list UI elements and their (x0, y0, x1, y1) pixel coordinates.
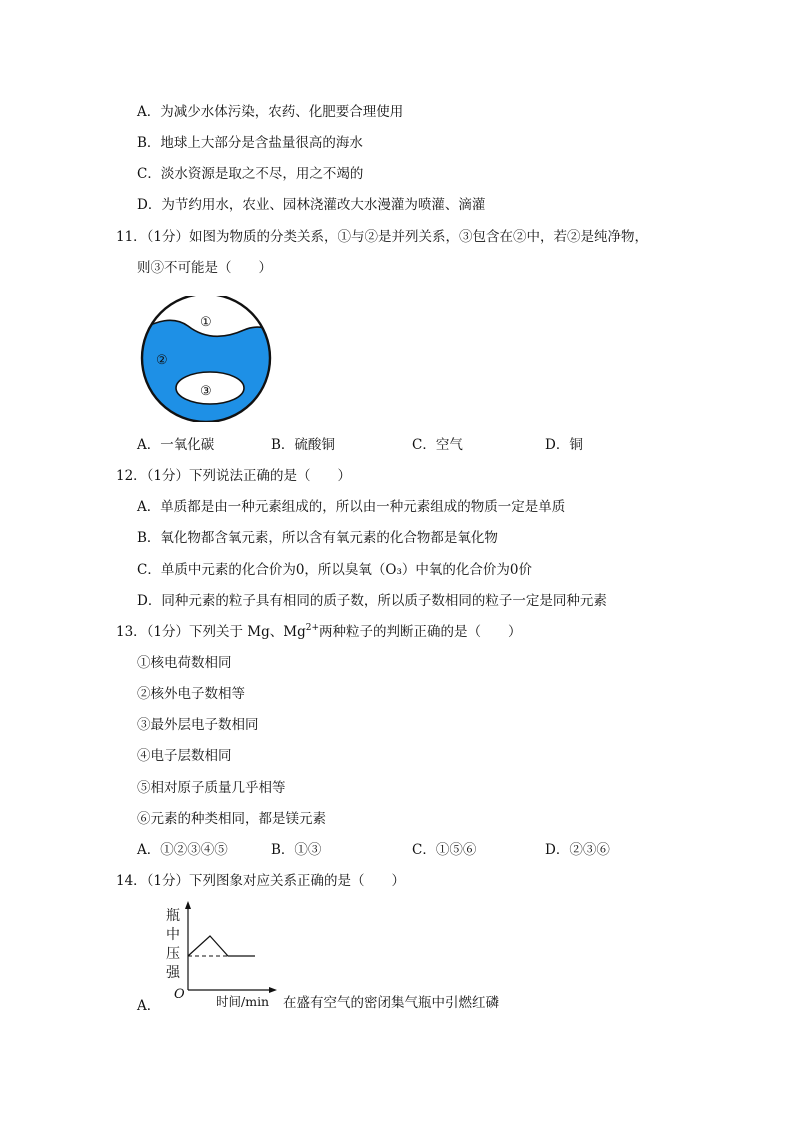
ylabel-char-2: 中 (166, 927, 180, 943)
q13-statement-4: ④电子层数相同 (137, 748, 232, 764)
q13-statement-6: ⑥元素的种类相同，都是镁元素 (137, 811, 326, 827)
q13-option-b: B．①③ (271, 842, 322, 858)
q10-option-b: B．地球上大部分是含盐量很高的海水 (137, 135, 363, 151)
q13-stem-pre: 13．（1分）下列关于 Mg、Mg (116, 624, 306, 640)
region-1-label: ① (200, 315, 212, 330)
q13-statement-5: ⑤相对原子质量几乎相等 (137, 780, 286, 796)
q10-option-d: D．为节约用水，农业、园林浇灌改大水漫灌为喷灌、滴灌 (137, 197, 486, 213)
q11-option-a: A．一氧化碳 (137, 437, 215, 453)
q13-stem-post: 两种粒子的判断正确的是（ ） (319, 624, 522, 640)
q13-statement-1: ①核电荷数相同 (137, 655, 232, 671)
ylabel-char-3: 压 (166, 946, 180, 962)
q14-stem: 14．（1分）下列图象对应关系正确的是（ ） (116, 873, 406, 889)
q12-option-c: C．单质中元素的化合价为0，所以臭氧（O₃）中氧的化合价为0价 (137, 562, 532, 578)
classification-diagram (138, 296, 278, 422)
q13-statement-2: ②核外电子数相等 (137, 686, 245, 702)
q12-option-b: B．氧化物都含氧元素，所以含有氧元素的化合物都是氧化物 (137, 530, 498, 546)
origin-label: O (174, 987, 185, 1002)
q14-option-a-caption: 在盛有空气的密闭集气瓶中引燃红磷 (283, 995, 499, 1011)
xlabel: 时间/min (216, 994, 270, 1009)
q13-stem-charge: 2+ (305, 623, 320, 633)
q11-stem-line1: 11．（1分）如图为物质的分类关系，①与②是并列关系，③包含在②中，若②是纯净物， (116, 229, 649, 245)
q14-option-a-label: A． (137, 998, 161, 1014)
q11-option-b: B．硫酸铜 (271, 437, 335, 453)
y-axis-arrow (185, 901, 191, 909)
q13-option-a: A．①②③④⑤ (137, 842, 228, 858)
q10-option-c: C．淡水资源是取之不尽，用之不竭的 (137, 166, 364, 182)
q12-stem: 12．（1分）下列说法正确的是（ ） (116, 468, 352, 484)
q13-option-c: C．①⑤⑥ (412, 842, 477, 858)
ylabel-char-4: 强 (166, 965, 180, 981)
q13-option-d: D．②③⑥ (545, 842, 610, 858)
q11-option-d: D．铜 (545, 437, 583, 453)
q12-option-d: D．同种元素的粒子具有相同的质子数，所以质子数相同的粒子一定是同种元素 (137, 593, 607, 609)
pressure-time-graph (160, 898, 278, 1010)
region-3-label: ③ (200, 384, 212, 399)
ylabel-char-1: 瓶 (166, 908, 180, 924)
q13-statement-3: ③最外层电子数相同 (137, 717, 259, 733)
q11-option-c: C．空气 (412, 437, 463, 453)
q10-option-a: A．为减少水体污染，农药、化肥要合理使用 (137, 104, 404, 120)
q13-stem (116, 622, 522, 642)
region-2-label: ② (156, 353, 168, 368)
x-axis-arrow (269, 987, 277, 993)
pressure-curve (188, 936, 255, 956)
q11-stem-line2: 则③不可能是（ ） (137, 260, 272, 276)
q12-option-a: A．单质都是由一种元素组成的，所以由一种元素组成的物质一定是单质 (137, 499, 566, 515)
